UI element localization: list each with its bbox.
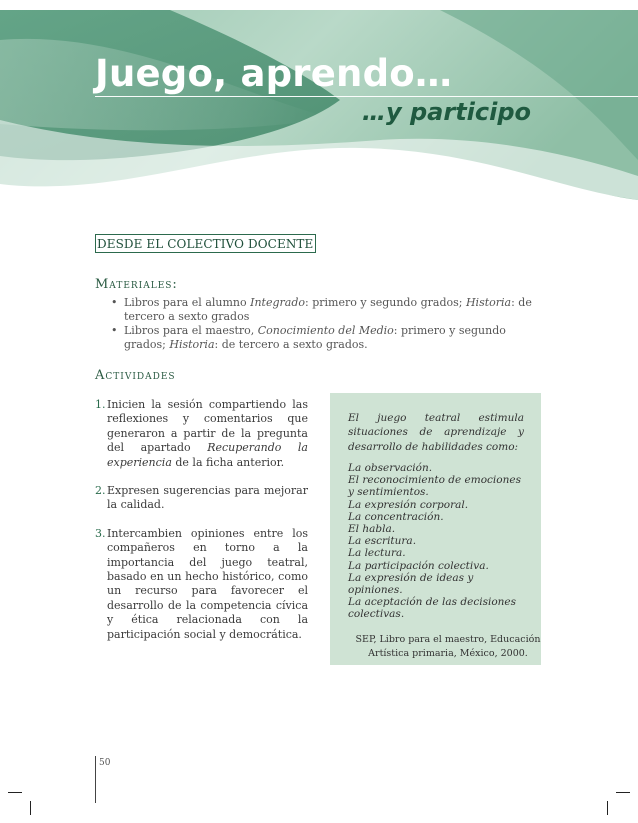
- quote-citation: [352, 633, 544, 661]
- book-title: Conocimiento del Medio: [257, 324, 394, 337]
- skill-item: La expresión corporal.: [348, 498, 469, 511]
- activities-label: Actividades: [95, 368, 176, 383]
- item-text: : primero y segundo grados;: [305, 296, 466, 309]
- skill-item: La lectura.: [348, 547, 406, 560]
- activity-text: de la ficha anterior.: [171, 455, 285, 469]
- skill-item: La aceptación de las decisiones colectivas.: [348, 596, 517, 621]
- page-number-rule: [95, 756, 96, 803]
- item-text: Libros para el maestro,: [124, 324, 258, 337]
- title-divider: [95, 96, 638, 97]
- skill-item: El habla.: [348, 523, 396, 536]
- skill-item: La expresión de ideas y opiniones.: [348, 571, 474, 597]
- page-number: 50: [99, 758, 111, 768]
- book-title: Integrado: [250, 296, 306, 309]
- crop-mark: [8, 792, 22, 793]
- item-text: Libros para el alumno: [124, 296, 251, 309]
- page-title: Juego, aprendo…: [95, 52, 453, 95]
- quote-intro: El juego teatral estimula situaciones de aprendizaje y desarrollo de habilidades como:: [348, 412, 524, 453]
- activity-emphasis: Recuperando la experiencia: [107, 441, 308, 469]
- activities-list: [95, 398, 308, 656]
- skills-list: [348, 462, 528, 621]
- bullet-icon: •: [111, 324, 118, 337]
- bullet-icon: •: [111, 296, 118, 309]
- activity-number: 3.: [95, 526, 106, 540]
- activity-item: [95, 398, 308, 470]
- skill-item: La concentración.: [348, 510, 444, 523]
- crop-mark: [607, 801, 608, 815]
- banner-graphic: [0, 0, 638, 200]
- skill-item: La observación.: [348, 462, 433, 474]
- materials-label: Materiales:: [95, 277, 178, 292]
- skill-item: La escritura.: [348, 535, 417, 548]
- activity-text: Expresen sugerencias para mejorar la calidad.: [107, 484, 308, 512]
- list-item: [108, 296, 533, 323]
- list-item: [108, 324, 533, 351]
- section-heading: DESDE EL COLECTIVO DOCENTE: [95, 234, 316, 253]
- materials-list: [108, 296, 533, 352]
- page-subtitle: …y participo: [362, 98, 532, 126]
- citation-line: SEP, Libro para el maestro, Educación: [355, 634, 541, 645]
- crop-mark: [616, 792, 630, 793]
- header-banner: [0, 0, 638, 200]
- skill-item: El reconocimiento de emociones y sentimientos.: [348, 474, 521, 499]
- activity-text: Inicien la sesión compartiendo las reflexiones y comentarios que generaron a partir de la pregunta del apartado: [107, 398, 308, 455]
- item-text: : primero y segundo grados;: [124, 324, 506, 351]
- crop-mark: [30, 801, 31, 815]
- item-text: : de tercero a sexto grados.: [214, 337, 368, 351]
- item-text: : de tercero a sexto grados: [124, 296, 532, 323]
- book-title: Historia: [465, 296, 512, 309]
- activity-number: 2.: [95, 484, 106, 498]
- book-title: Historia: [169, 337, 215, 351]
- citation-line: Artística primaria, México, 2000.: [368, 648, 528, 659]
- activity-item: [95, 527, 308, 642]
- activity-text: Intercambien opiniones entre los compañeros en torno a la importancia del juego teatral, basado en un hecho histórico, como un recurso para favorecer el desarrollo de la competencia cívica y ética relacionada con la participación social y democrática.: [107, 526, 308, 641]
- activity-number: 1.: [95, 398, 106, 411]
- skill-item: La participación colectiva.: [348, 559, 489, 572]
- activity-item: [95, 484, 308, 513]
